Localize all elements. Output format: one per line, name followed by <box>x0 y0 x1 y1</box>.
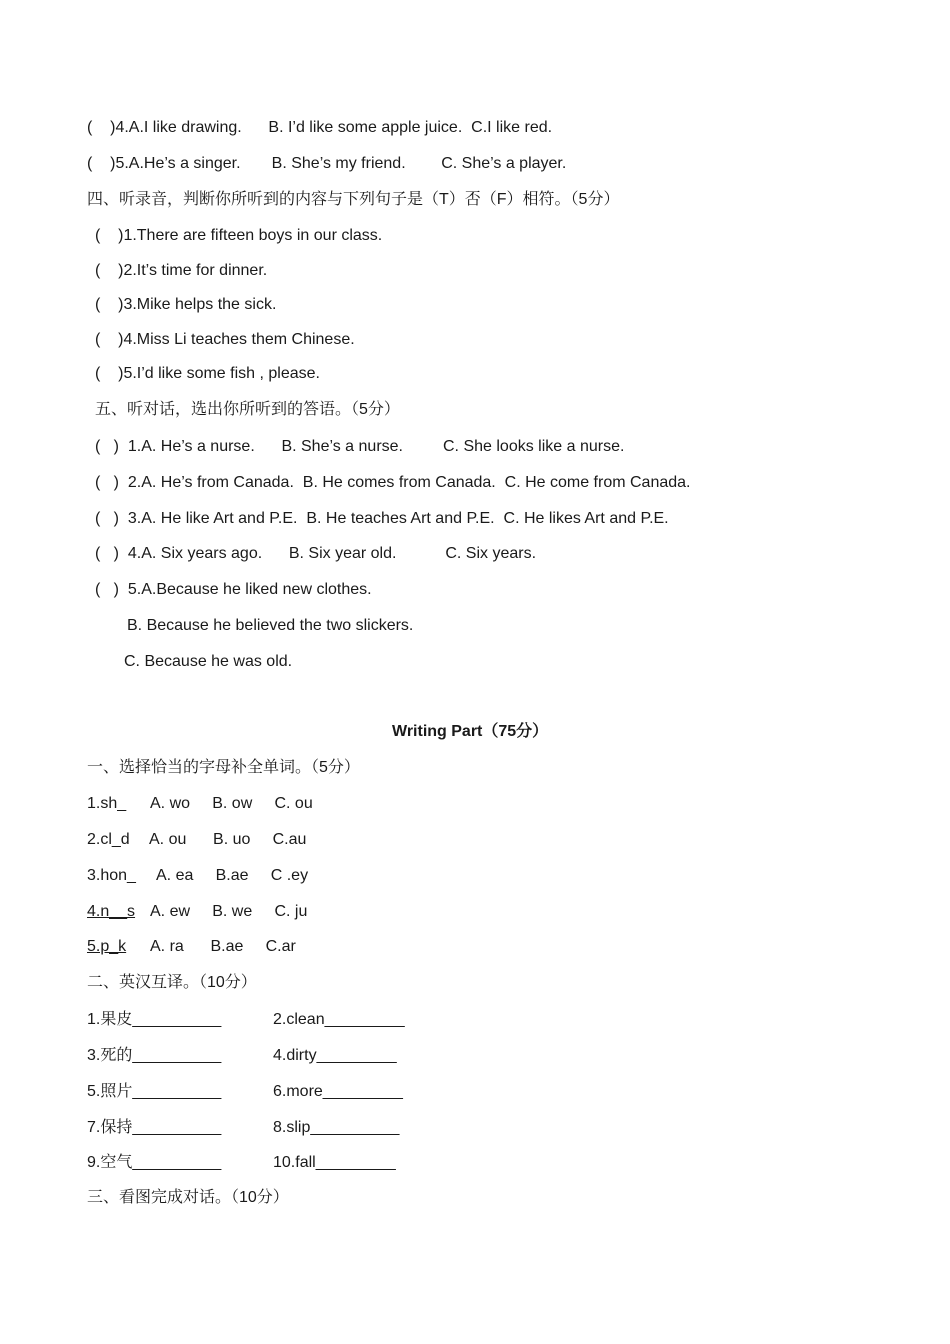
section-4-item: ( )5.I’d like some fish , please. <box>95 365 320 382</box>
question-5-prev: ( )5.A.He’s a singer. B. She’s my friend. C. She’s a player. <box>87 155 567 172</box>
translation-item: 6.more_________ <box>273 1083 403 1100</box>
translation-item: 9.空气__________ <box>87 1154 222 1171</box>
letter-options: A. ra B.ae C.ar <box>150 938 296 955</box>
writing-part-title: Writing Part（75分） <box>392 723 549 740</box>
section-5-item: ( ) 3.A. He like Art and P.E. B. He teaches Art and P.E. C. He likes Art and P.E. <box>95 510 669 527</box>
section-4-item: ( )2.It’s time for dinner. <box>95 262 268 279</box>
letter-options: A. wo B. ow C. ou <box>150 795 313 812</box>
letter-options: A. ew B. we C. ju <box>150 903 308 920</box>
question-4-prev: ( )4.A.I like drawing. B. I’d like some apple juice. C.I like red. <box>87 119 553 136</box>
translation-item: 2.clean_________ <box>273 1011 405 1028</box>
writing-part2-title: 二、英汉互译。（10分） <box>87 974 257 991</box>
letter-word: 1.sh_ <box>87 795 127 812</box>
section-5-item: ( ) 1.A. He’s a nurse. B. She’s a nurse. C. She looks like a nurse. <box>95 438 625 455</box>
translation-item: 8.slip__________ <box>273 1119 400 1136</box>
translation-item: 1.果皮__________ <box>87 1011 222 1028</box>
section-5-option-c: C. Because he was old. <box>124 653 293 670</box>
letter-word: 4.n__s <box>87 903 136 920</box>
section-4-item: ( )1.There are fifteen boys in our class. <box>95 227 383 244</box>
letter-word: 3.hon_ <box>87 867 136 884</box>
section-5-item: ( ) 4.A. Six years ago. B. Six year old. C. Six years. <box>95 545 537 562</box>
letter-options: A. ou B. uo C.au <box>149 831 307 848</box>
section-5-title: 五、听对话，选出你所听到的答语。（5分） <box>95 401 400 418</box>
translation-item: 5.照片__________ <box>87 1083 222 1100</box>
section-5-item: ( ) 5.A.Because he liked new clothes. <box>95 581 372 598</box>
translation-item: 10.fall_________ <box>273 1154 396 1171</box>
letter-options: A. ea B.ae C .ey <box>156 867 309 884</box>
writing-part3-title: 三、看图完成对话。（10分） <box>87 1189 289 1206</box>
letter-word: 5.p_k <box>87 938 127 955</box>
section-4-item: ( )3.Mike helps the sick. <box>95 296 277 313</box>
translation-item: 3.死的__________ <box>87 1047 222 1064</box>
translation-item: 4.dirty_________ <box>273 1047 397 1064</box>
writing-part1-title: 一、选择恰当的字母补全单词。（5分） <box>87 759 360 776</box>
letter-word: 2.cl_d <box>87 831 130 848</box>
section-4-title: 四、听录音，判断你所听到的内容与下列句子是（T）否（F）相符。（5分） <box>87 191 620 208</box>
section-5-item: ( ) 2.A. He’s from Canada. B. He comes from Canada. C. He come from Canada. <box>95 474 691 491</box>
translation-item: 7.保持__________ <box>87 1119 222 1136</box>
section-5-option-b: B. Because he believed the two slickers. <box>127 617 414 634</box>
section-4-item: ( )4.Miss Li teaches them Chinese. <box>95 331 355 348</box>
